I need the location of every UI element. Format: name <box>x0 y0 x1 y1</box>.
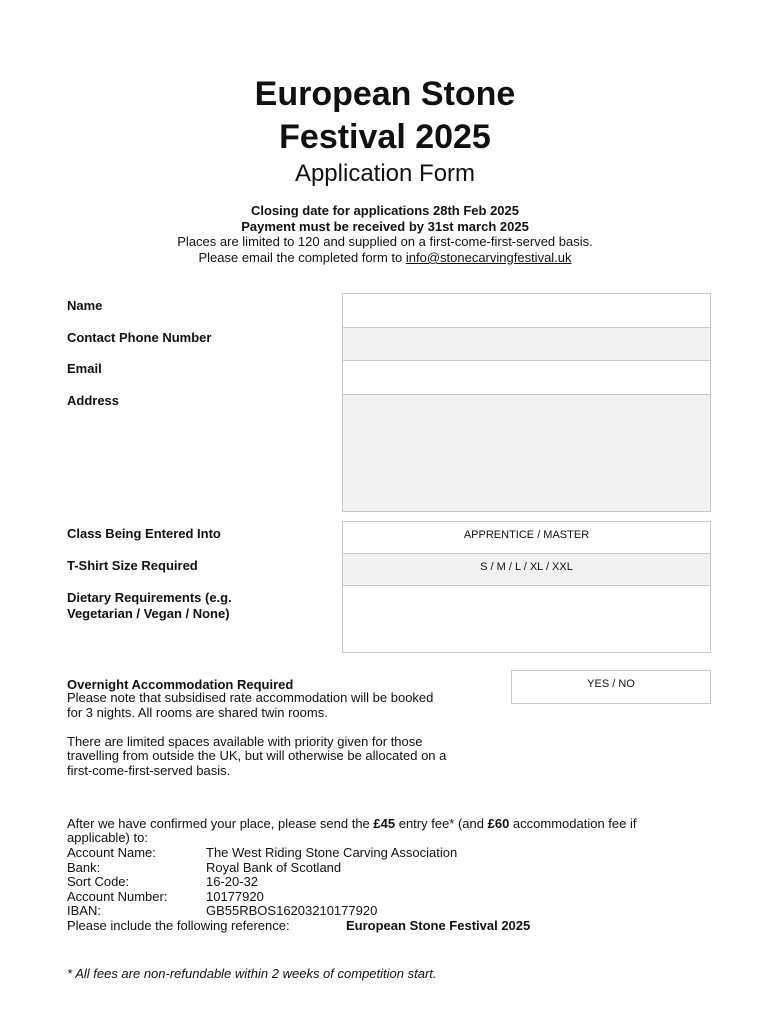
tshirt-field[interactable] <box>343 553 710 585</box>
bank-value: Royal Bank of Scotland <box>206 860 342 875</box>
page-subtitle: Application Form <box>294 160 476 187</box>
bank-label: Bank: <box>67 860 101 875</box>
email-field[interactable] <box>343 360 710 394</box>
fees-footnote: * All fees are non-refundable within 2 weeks of competition start. <box>67 966 437 981</box>
account-number-label: Account Number: <box>67 889 168 904</box>
reference-value: European Stone Festival 2025 <box>346 918 531 933</box>
email-link[interactable]: info@stonecarvingfestival.uk <box>405 250 572 265</box>
accommodation-note-line-1: Please note that subsidised rate accommodation will be booked <box>67 690 434 705</box>
closing-date: Closing date for applications 28th Feb 2025 <box>250 203 519 218</box>
name-field[interactable] <box>343 294 710 327</box>
account-number-value: 10177920 <box>206 889 264 904</box>
payment-intro-a: After we have confirmed your place, please send the <box>67 816 374 831</box>
phone-label: Contact Phone Number <box>67 330 212 345</box>
entry-details-fields <box>342 521 711 653</box>
class-options: APPRENTICE / MASTER <box>463 529 590 541</box>
personal-details-fields <box>342 293 711 512</box>
page-title-line-1: European Stone <box>254 75 516 113</box>
tshirt-options: S / M / L / XL / XXL <box>480 561 573 573</box>
accommodation-options: YES / NO <box>587 678 635 690</box>
dietary-field[interactable] <box>343 585 710 652</box>
sort-code-label: Sort Code: <box>67 874 130 889</box>
class-label: Class Being Entered Into <box>67 526 221 541</box>
payment-intro-line-1 <box>67 817 637 832</box>
page-title-line-2: Festival 2025 <box>279 118 491 156</box>
payment-intro-line-2: applicable) to: <box>67 830 148 845</box>
address-label: Address <box>67 393 120 408</box>
payment-deadline: Payment must be received by 31st march 2025 <box>241 219 529 234</box>
account-name-label: Account Name: <box>67 845 156 860</box>
tshirt-label: T-Shirt Size Required <box>67 558 198 573</box>
sort-code-value: 16-20-32 <box>206 874 259 889</box>
class-field[interactable] <box>343 522 710 553</box>
email-instruction-text: Please email the completed form to <box>198 250 406 265</box>
accommodation-label: Overnight Accommodation Required <box>67 677 294 692</box>
accommodation-fee: £60 <box>487 816 510 831</box>
limited-spaces-line-3: first-come-first-served basis. <box>67 763 231 778</box>
payment-intro-c: accommodation fee if <box>509 816 637 831</box>
accommodation-field[interactable] <box>511 670 711 704</box>
accommodation-note-line-2: for 3 nights. All rooms are shared twin rooms. <box>67 705 328 720</box>
phone-field[interactable] <box>343 327 710 360</box>
dietary-label-line-2: Vegetarian / Vegan / None) <box>67 606 230 621</box>
dietary-label-line-1: Dietary Requirements (e.g. <box>67 590 232 605</box>
email-instruction <box>0 250 770 266</box>
email-label: Email <box>67 361 102 376</box>
entry-fee: £45 <box>373 816 396 831</box>
iban-value: GB55RBOS16203210177920 <box>206 903 378 918</box>
places-note: Places are limited to 120 and supplied on a first-come-first-served basis. <box>177 234 593 249</box>
account-name-value: The West Riding Stone Carving Association <box>206 845 458 860</box>
iban-label: IBAN: <box>67 903 101 918</box>
reference-label: Please include the following reference: <box>67 918 290 933</box>
payment-intro-b: entry fee* (and <box>395 816 488 831</box>
name-label: Name <box>67 298 103 313</box>
limited-spaces-line-1: There are limited spaces available with priority given for those <box>67 734 423 749</box>
limited-spaces-line-2: travelling from outside the UK, but will otherwise be allocated on a <box>67 748 447 763</box>
address-field[interactable] <box>343 394 710 511</box>
